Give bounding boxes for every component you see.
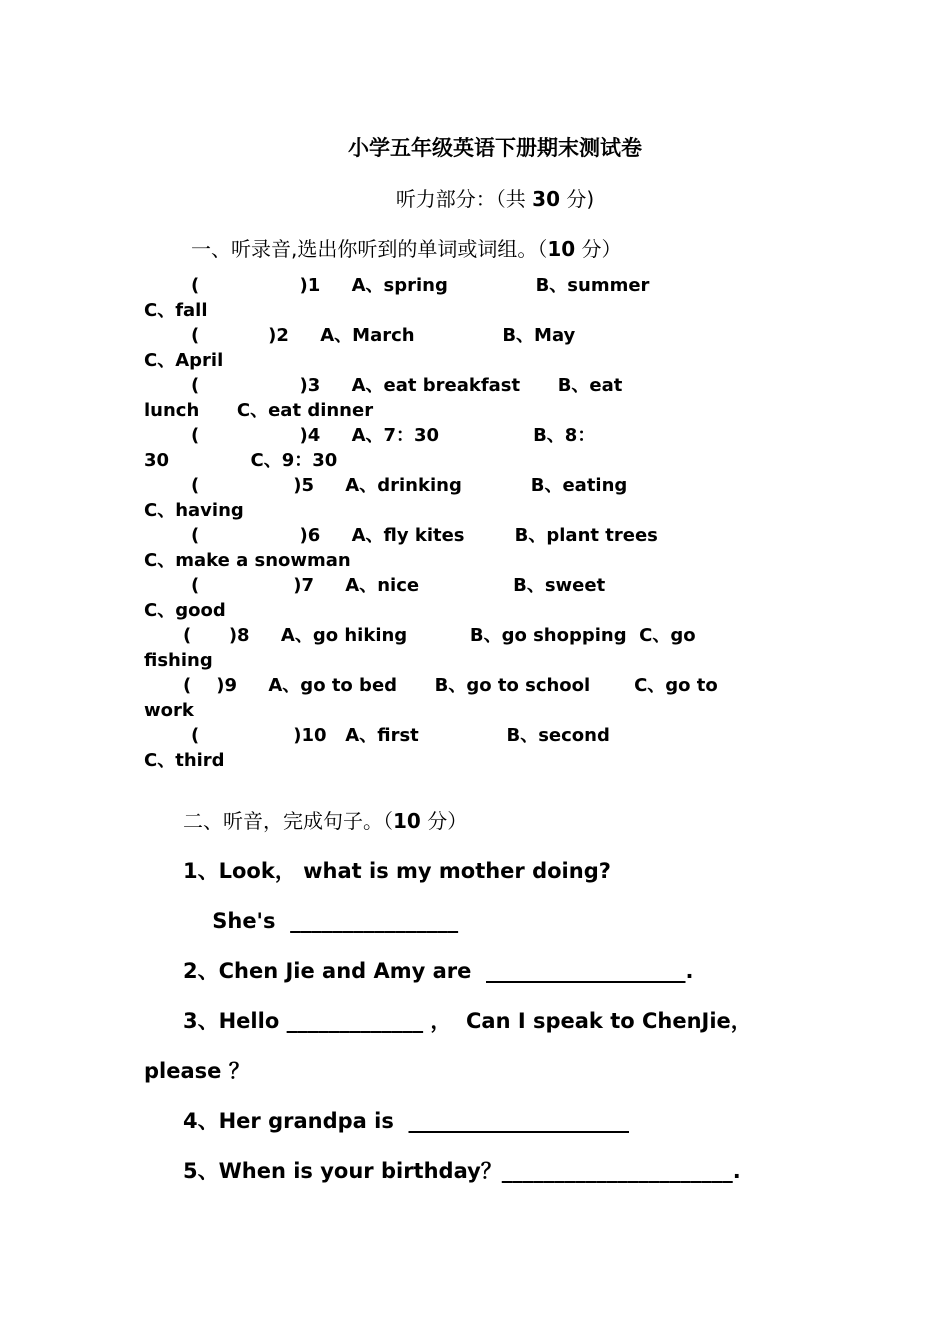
question-9-options-cont: work: [144, 700, 194, 721]
question-9-options: ( )9 A、go to bed B、go to school C、go to: [183, 675, 718, 696]
question-5-options: ( )5 A、drinking B、eating: [191, 475, 628, 496]
sentence-3: 3、Hello _____________ ， Can I speak to ChenJie，: [183, 1009, 752, 1033]
listening-heading-prefix: 听力部分：（共: [395, 187, 533, 211]
sentence-2: 2、Chen Jie and Amy are ___________________.: [183, 959, 694, 983]
sentence-4: 4、Her grandpa is _____________________: [183, 1109, 629, 1133]
question-4-options: ( )4 A、7：30 B、8：: [191, 425, 596, 446]
section-2-points: 10: [393, 809, 421, 833]
question-6-options-cont: C、make a snowman: [144, 550, 351, 571]
listening-part-heading: [0, 184, 950, 214]
question-10-options-cont: C、third: [144, 750, 225, 771]
section-2-prefix: 二、听音，完成句子。（: [183, 809, 393, 833]
section-1-heading: [191, 234, 622, 264]
sentence-5: 5、When is your birthday？______________________.: [183, 1159, 741, 1183]
listening-heading-suffix: 分): [560, 187, 595, 211]
section-1-points: 10: [547, 237, 576, 261]
question-3-options-cont: lunch C、eat dinner: [144, 400, 374, 421]
question-1-options: ( )1 A、spring B、summer: [191, 275, 650, 296]
section-1-suffix: 分）: [575, 237, 622, 261]
question-3-options: ( )3 A、eat breakfast B、eat: [191, 375, 623, 396]
question-2-options-cont: C、April: [144, 350, 224, 371]
question-8-options-cont: fishing: [144, 650, 213, 671]
question-7-options: ( )7 A、nice B、sweet: [191, 575, 606, 596]
question-7-options-cont: C、good: [144, 600, 226, 621]
section-2-heading: [183, 806, 467, 836]
question-8-options: ( )8 A、go hiking B、go shopping C、go: [183, 625, 696, 646]
sentence-1-answer-line: She's ________________: [183, 909, 459, 933]
sentence-3-cont: please ？: [144, 1059, 250, 1083]
listening-heading-points: 30: [532, 187, 561, 211]
question-10-options: ( )10 A、first B、second: [191, 725, 610, 746]
sentence-1: 1、Look， what is my mother doing?: [183, 859, 611, 883]
question-1-options-cont: C、fall: [144, 300, 208, 321]
question-2-options: ( )2 A、March B、May: [191, 325, 576, 346]
question-4-options-cont: 30 C、9：30: [144, 450, 338, 471]
section-1-prefix: 一、听录音,选出你听到的单词或词组。（: [191, 237, 548, 261]
question-5-options-cont: C、having: [144, 500, 244, 521]
question-6-options: ( )6 A、fly kites B、plant trees: [191, 525, 658, 546]
section-2-suffix: 分）: [420, 809, 468, 833]
page-title: 小学五年级英语下册期末测试卷: [348, 135, 642, 160]
